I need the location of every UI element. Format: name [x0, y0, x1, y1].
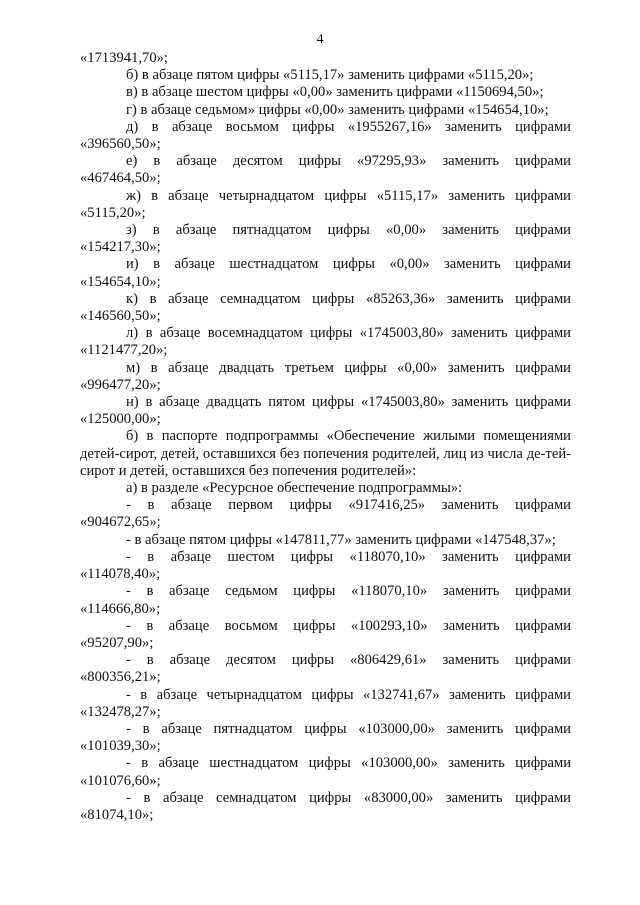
paragraph-continuation: «1713941,70»; — [80, 50, 168, 66]
paragraph: н) в абзаце двадцать пятом цифры «1745003,80» заменить цифрами — [126, 394, 571, 411]
paragraph: м) в абзаце двадцать третьем цифры «0,00» заменить цифрами — [126, 359, 571, 376]
paragraph: - в абзаце четырнадцатом цифры «132741,67» заменить цифрами — [126, 686, 571, 703]
paragraph: - в абзаце восьмом цифры «100293,10» заменить цифрами — [126, 617, 571, 634]
paragraph-continuation: «5115,20»; — [80, 204, 146, 221]
paragraph: з) в абзаце пятнадцатом цифры «0,00» заменить цифрами — [126, 222, 571, 239]
paragraph: ж) в абзаце четырнадцатом цифры «5115,17» заменить цифрами — [126, 187, 571, 204]
paragraph: - в абзаце десятом цифры «806429,61» заменить цифрами — [126, 652, 571, 669]
paragraph: - в абзаце шестнадцатом цифры «103000,00» заменить цифрами — [126, 755, 571, 772]
paragraph-continuation: «114078,40»; — [80, 566, 161, 583]
paragraph-continuation: «904672,65»; — [80, 514, 161, 531]
paragraph: е) в абзаце десятом цифры «97295,93» заменить цифрами — [126, 153, 571, 170]
paragraph-continuation: «95207,90»; — [80, 634, 154, 651]
paragraph: - в абзаце первом цифры «917416,25» заменить цифрами — [126, 497, 571, 514]
paragraph: а) в разделе «Ресурсное обеспечение подпрограммы»: — [126, 480, 463, 497]
paragraph: в) в абзаце шестом цифры «0,00» заменить цифрами «1150694,50»; — [126, 84, 544, 101]
paragraph-continuation: «101076,60»; — [80, 772, 161, 789]
paragraph: и) в абзаце шестнадцатом цифры «0,00» заменить цифрами — [126, 256, 571, 273]
paragraph: - в абзаце седьмом цифры «118070,10» заменить цифрами — [126, 583, 571, 600]
paragraph: б) в абзаце пятом цифры «5115,17» заменить цифрами «5115,20»; — [126, 67, 534, 84]
paragraph: - в абзаце семнадцатом цифры «83000,00» заменить цифрами — [126, 789, 571, 806]
page-number: 4 — [316, 32, 324, 47]
paragraph-continuation: «125000,00»; — [80, 411, 161, 428]
paragraph-continuation: «81074,10»; — [80, 806, 154, 823]
paragraph: л) в абзаце восемнадцатом цифры «1745003,80» заменить цифрами — [126, 325, 571, 342]
paragraph-continuation: «467464,50»; — [80, 170, 161, 187]
paragraph: б) в паспорте подпрограммы «Обеспечение жилыми помещениями детей-сирот, детей, оставшихся без попечения родителей, лиц из числа де-тей-сирот и детей, оставшихся без попечения родителей»: — [80, 428, 571, 479]
paragraph-continuation: «154217,30»; — [80, 239, 161, 256]
paragraph: - в абзаце пятнадцатом цифры «103000,00» заменить цифрами — [126, 720, 571, 737]
paragraph: - в абзаце шестом цифры «118070,10» заменить цифрами — [126, 548, 571, 565]
paragraph-continuation: «132478,27»; — [80, 703, 161, 720]
paragraph: д) в абзаце восьмом цифры «1955267,16» заменить цифрами — [126, 118, 571, 135]
document-body — [80, 50, 571, 824]
paragraph: - в абзаце пятом цифры «147811,77» заменить цифрами «147548,37»; — [126, 531, 556, 548]
paragraph-continuation: «114666,80»; — [80, 600, 161, 617]
paragraph-continuation: «1121477,20»; — [80, 342, 168, 359]
paragraph-continuation: «154654,10»; — [80, 273, 161, 290]
paragraph-continuation: «101039,30»; — [80, 738, 161, 755]
paragraph-continuation: «800356,21»; — [80, 669, 161, 686]
paragraph-continuation: «396560,50»; — [80, 136, 161, 153]
paragraph: г) в абзаце седьмом» цифры «0,00» заменить цифрами «154654,10»; — [126, 101, 549, 118]
paragraph-continuation: «996477,20»; — [80, 376, 161, 393]
paragraph-continuation: «146560,50»; — [80, 308, 161, 325]
paragraph: к) в абзаце семнадцатом цифры «85263,36» заменить цифрами — [126, 290, 571, 307]
